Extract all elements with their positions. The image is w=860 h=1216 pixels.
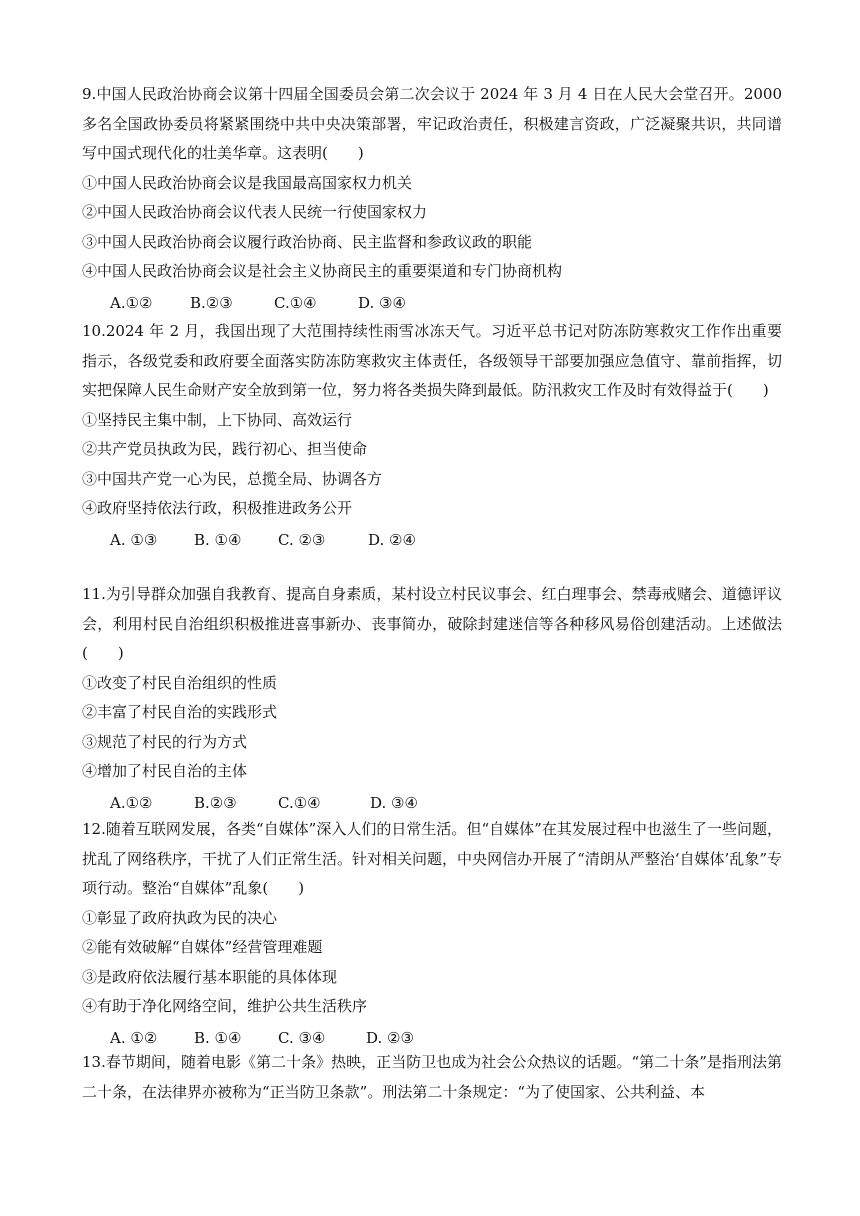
question-12 [82, 815, 782, 1054]
answer-choice-a: A.①② [110, 793, 153, 812]
question-stem: 9.中国人民政治协商会议第十四届全国委员会第二次会议于 2024 年 3 月 4 日在人民大会堂召开。2000 多名全国政协委员将紧紧围绕中共中央决策部署，牢记政治责任，积极建言资政，广泛凝聚共识，共同谱写中国式现代化的壮美华章。这表明( ) [82, 85, 782, 162]
question-stem: 11.为引导群众加强自我教育、提高自身素质，某村设立村民议事会、红白理事会、禁毒戒赌会、道德评议会，利用村民自治组织积极推进喜事新办、丧事简办，破除封建迷信等各种移风易俗创建活动。上述做法( ) [82, 585, 782, 662]
option-2: ②丰富了村民自治的实践形式 [82, 703, 278, 721]
answer-choice-d: D. ②③ [366, 1028, 414, 1047]
answer-choice-a: A.①② [110, 293, 153, 312]
option-3: ③中国共产党一心为民，总揽全局、协调各方 [82, 469, 383, 488]
option-3: ③是政府依法履行基本职能的具体体现 [82, 967, 338, 986]
question-stem: 13.春节期间，随着电影《第二十条》热映，正当防卫也成为社会公众热议的话题。“第二十条”是指刑法第二十条，在法律界亦被称为“正当防卫条款”。刑法第二十条规定：“为了使国家、公共利益、本 [82, 1053, 782, 1101]
option-4: ④政府坚持依法行政，积极推进政务公开 [82, 499, 353, 517]
answer-choices [82, 524, 782, 556]
answer-choice-d: D. ③④ [358, 293, 406, 312]
question-stem: 12.随着互联网发展，各类“自媒体”深入人们的日常生活。但“自媒体”在其发展过程中也滋生了一些问题，扰乱了网络秩序，干扰了人们正常生活。针对相关问题，中央网信办开展了“清朗从严整治‘自媒体’乱象”专项行动。整治“自媒体”乱象( ) [82, 820, 782, 897]
answer-choice-b: B.②③ [190, 293, 233, 312]
option-3: ③中国人民政治协商会议履行政治协商、民主监督和参政议政的职能 [82, 232, 533, 251]
option-3: ③规范了村民的行为方式 [82, 732, 248, 751]
answer-choices [82, 787, 782, 819]
answer-choice-c: C.①④ [278, 793, 321, 812]
question-13 [82, 1048, 782, 1107]
answer-choice-b: B. ①④ [194, 1028, 242, 1047]
question-stem: 10.2024 年 2 月，我国出现了大范围持续性雨雪冰冻天气。习近平总书记对防冻防寒救灾工作作出重要指示，各级党委和政府要全面落实防冻防寒救灾主体责任，各级领导干部要加强应急值守、靠前指挥，切实把保障人民生命财产安全放到第一位，努力将各类损失降到最低。防汛救灾工作及时有效得益于( ) [82, 322, 782, 399]
option-2: ②中国人民政治协商会议代表人民统一行使国家权力 [82, 203, 428, 221]
answer-choice-c: C. ②③ [278, 530, 326, 549]
option-1: ①坚持民主集中制，上下协同、高效运行 [82, 410, 353, 429]
answer-choice-b: B. ①④ [194, 530, 242, 549]
question-10 [82, 317, 782, 556]
answer-choice-d: D. ②④ [368, 530, 416, 549]
option-1: ①改变了村民自治组织的性质 [82, 673, 278, 692]
answer-choice-c: C. ③④ [278, 1028, 326, 1047]
answer-choice-c: C.①④ [274, 293, 317, 312]
option-1: ①中国人民政治协商会议是我国最高国家权力机关 [82, 173, 413, 192]
question-11 [82, 580, 782, 819]
answer-choice-d: D. ③④ [370, 793, 418, 812]
option-4: ④增加了村民自治的主体 [82, 762, 248, 780]
option-4: ④中国人民政治协商会议是社会主义协商民主的重要渠道和专门协商机构 [82, 262, 563, 280]
question-9 [82, 80, 782, 319]
answer-choice-a: A. ①③ [110, 530, 158, 549]
option-1: ①彰显了政府执政为民的决心 [82, 908, 278, 927]
option-2: ②共产党员执政为民，践行初心、担当使命 [82, 440, 368, 458]
answer-choice-b: B.②③ [194, 793, 237, 812]
option-4: ④有助于净化网络空间，维护公共生活秩序 [82, 997, 368, 1015]
answer-choices [82, 287, 782, 319]
answer-choice-a: A. ①② [110, 1028, 158, 1047]
option-2: ②能有效破解“自媒体”经营管理难题 [82, 938, 323, 956]
